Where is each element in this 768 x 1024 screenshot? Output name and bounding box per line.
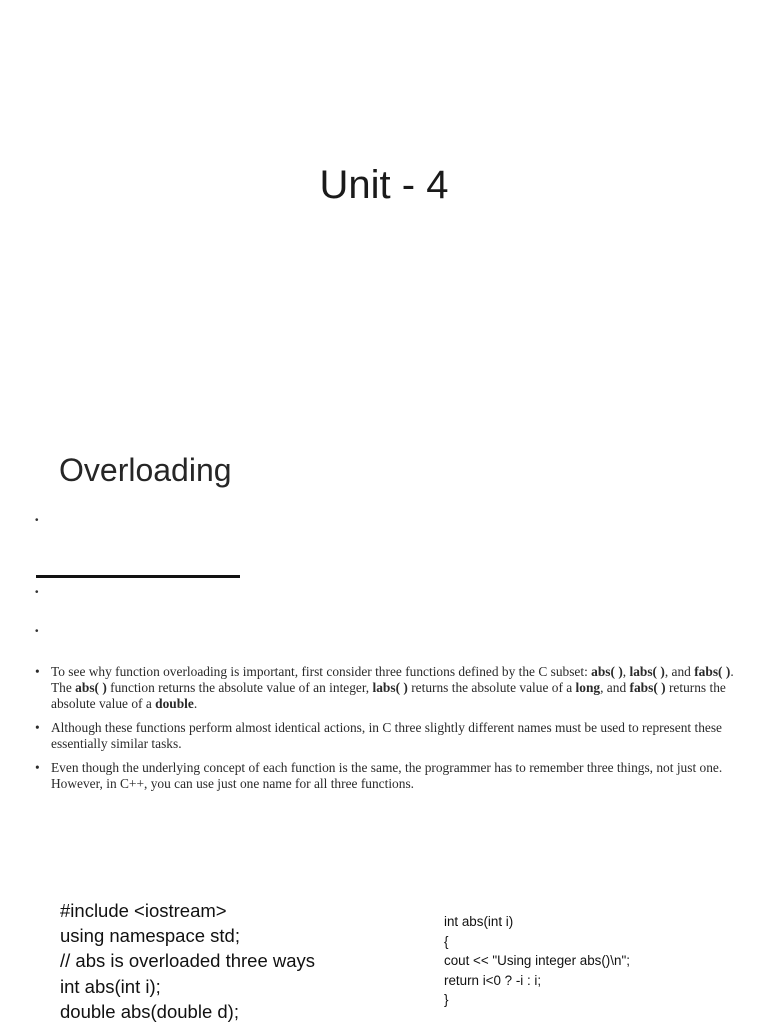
bullet-text: function returns the absolute value of an integer, xyxy=(106,680,373,695)
bullet-text: Although these functions perform almost identical actions, in C three slightly different names must be used to represent these essentially similar tasks. xyxy=(51,720,722,751)
bullet-item xyxy=(35,720,755,752)
empty-bullet-2: • xyxy=(35,587,39,598)
bullet-text: To see why function overloading is important, first consider three functions defined by the C subset: xyxy=(51,664,592,679)
bold-term: long xyxy=(575,680,601,695)
bullet-text: , and xyxy=(600,680,630,695)
bullet-text: , and xyxy=(664,664,695,679)
bullet-item xyxy=(35,664,755,712)
bullet-text: returns the absolute value of a xyxy=(51,680,726,711)
code-line: int abs(int i) xyxy=(444,914,514,929)
code-line: double abs(double d); xyxy=(60,1000,239,1022)
bullet-text: , xyxy=(622,664,630,679)
bold-term: double xyxy=(155,696,194,711)
code-line: } xyxy=(444,992,449,1007)
bullet-text: returns the absolute value of a xyxy=(407,680,576,695)
code-line: // abs is overloaded three ways xyxy=(60,950,316,972)
underline-rule xyxy=(36,575,240,578)
bold-term: fabs( ) xyxy=(629,680,666,695)
slide-title: Unit - 4 xyxy=(319,163,449,207)
bold-term: fabs( ) xyxy=(694,664,731,679)
bold-term: labs( ) xyxy=(372,680,408,695)
bullet-text: Even though the underlying concept of each function is the same, the programmer has to remember three things, not just one. However, in C++, you can use just one name for all three functions. xyxy=(51,760,723,791)
empty-bullet-3: • xyxy=(35,626,39,637)
code-line: cout << "Using integer abs()\n"; xyxy=(444,953,630,968)
code-block-right xyxy=(444,912,630,1010)
bullet-marker: • xyxy=(35,664,40,679)
bullet-marker: • xyxy=(35,760,40,775)
code-line: int abs(int i); xyxy=(60,975,161,997)
bullet-list xyxy=(35,664,755,800)
bullet-text: . xyxy=(193,696,198,711)
bullet-text: . The xyxy=(51,664,734,695)
bold-term: abs( ) xyxy=(591,664,623,679)
section-title: Overloading xyxy=(59,452,232,488)
bold-term: abs( ) xyxy=(75,680,107,695)
bullet-marker: • xyxy=(35,720,40,735)
bullet-item xyxy=(35,760,755,792)
code-line: #include <iostream> xyxy=(60,900,227,921)
code-line: using namespace std; xyxy=(60,925,240,947)
code-line: { xyxy=(444,933,449,949)
bold-term: labs( ) xyxy=(629,664,665,679)
code-line: return i<0 ? -i : i; xyxy=(444,972,542,988)
empty-bullet-1: • xyxy=(35,515,39,526)
code-block-left xyxy=(60,898,315,1024)
